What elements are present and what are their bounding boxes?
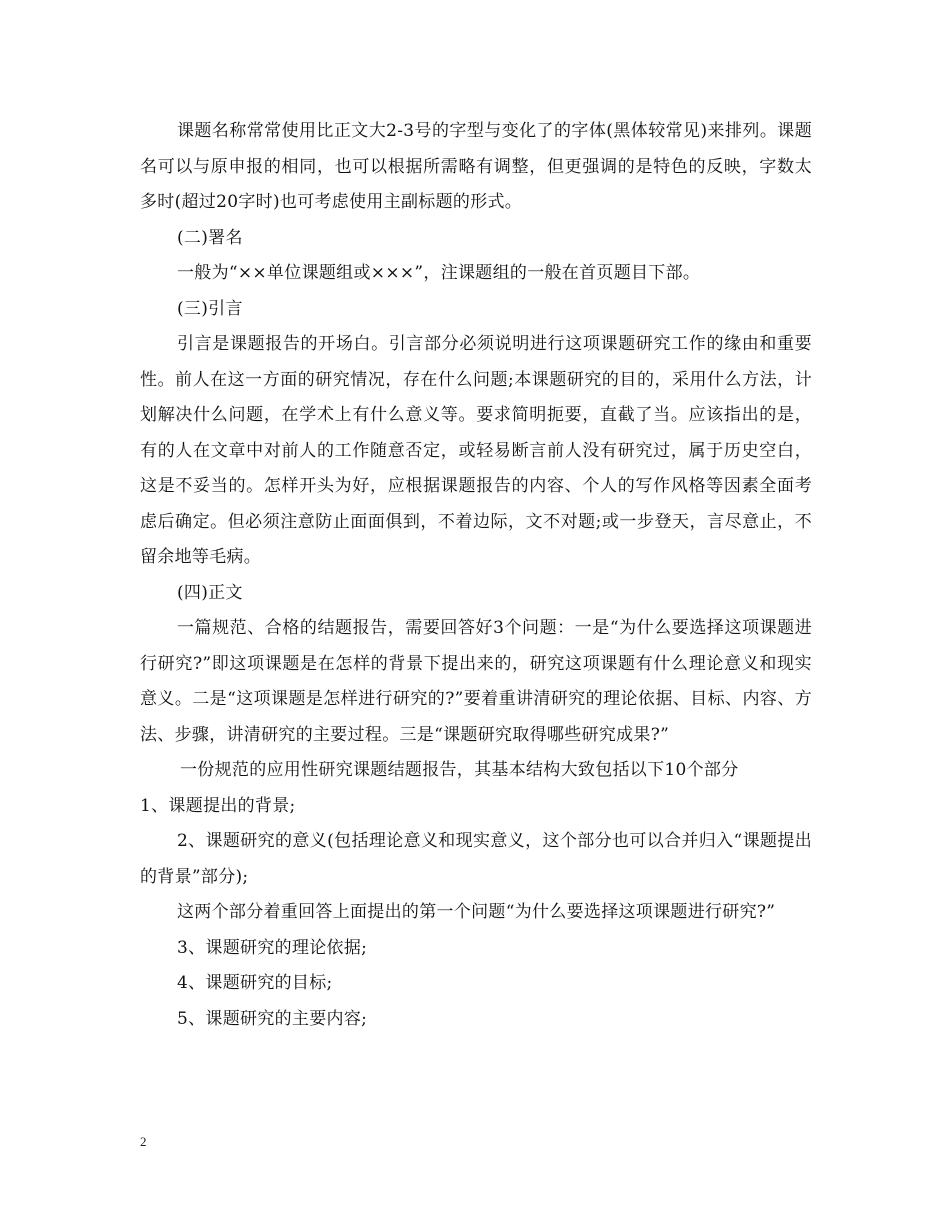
page-number: 2 — [140, 1134, 147, 1149]
list-item-background: 1、课题提出的背景; — [140, 795, 296, 816]
paragraph-three-questions: 一篇规范、合格的结题报告，需要回答好3个问题：一是“为什么要选择这项课题进行研究?”即这项课题是在怎样的背景下提出来的，研究这项课题有什么理论意义和现实意义。二是“这项课题是怎样进行研究的?”要着重讲清研究的理论依据、目标、内容、方法、步骤，讲清研究的主要过程。三是“课题研究取得哪些研究成果?” — [140, 618, 812, 745]
section-heading-signature: (二)署名 — [177, 227, 243, 248]
section-heading-main-text: (四)正文 — [177, 582, 243, 603]
paragraph-structure-intro: 一份规范的应用性研究课题结题报告，其基本结构大致包括以下10个部分 — [180, 760, 739, 780]
list-item-objectives: 4、课题研究的目标; — [177, 973, 333, 993]
paragraph-title-format: 课题名称常常使用比正文大2-3号的字型与变化了的字体(黑体较常见)来排列。课题名可以与原申报的相同，也可以根据所需略有调整，但更强调的是特色的反映，字数太多时(超过20字时)也可考虑使用主副标题的形式。 — [140, 121, 812, 212]
section-heading-introduction: (三)引言 — [177, 298, 243, 319]
list-item-significance: 2、课题研究的意义(包括理论意义和现实意义，这个部分也可以合并归入“课题提出的背景”部分); — [140, 831, 812, 887]
paragraph-introduction: 引言是课题报告的开场白。引言部分必须说明进行这项课题研究工作的缘由和重要性。前人在这一方面的研究情况，存在什么问题;本课题研究的目的，采用什么方法，计划解决什么问题，在学术上有什么意义等。要求简明扼要，直截了当。应该指出的是，有的人在文章中对前人的工作随意否定，或轻易断言前人没有研究过，属于历史空白，这是不妥当的。怎样开头为好，应根据课题报告的内容、个人的写作风格等因素全面考虑后确定。但必须注意防止面面俱到，不着边际，文不对题;或一步登天，言尽意止，不留余地等毛病。 — [140, 334, 812, 567]
list-item-theoretical-basis: 3、课题研究的理论依据; — [177, 937, 368, 958]
paragraph-signature: 一般为“××单位课题组或×××”，注课题组的一般在首页题目下部。 — [177, 263, 701, 283]
document-body — [140, 114, 812, 1037]
paragraph-first-question-note: 这两个部分着重回答上面提出的第一个问题“为什么要选择这项课题进行研究?” — [177, 902, 776, 922]
list-item-main-content: 5、课题研究的主要内容; — [177, 1008, 368, 1029]
